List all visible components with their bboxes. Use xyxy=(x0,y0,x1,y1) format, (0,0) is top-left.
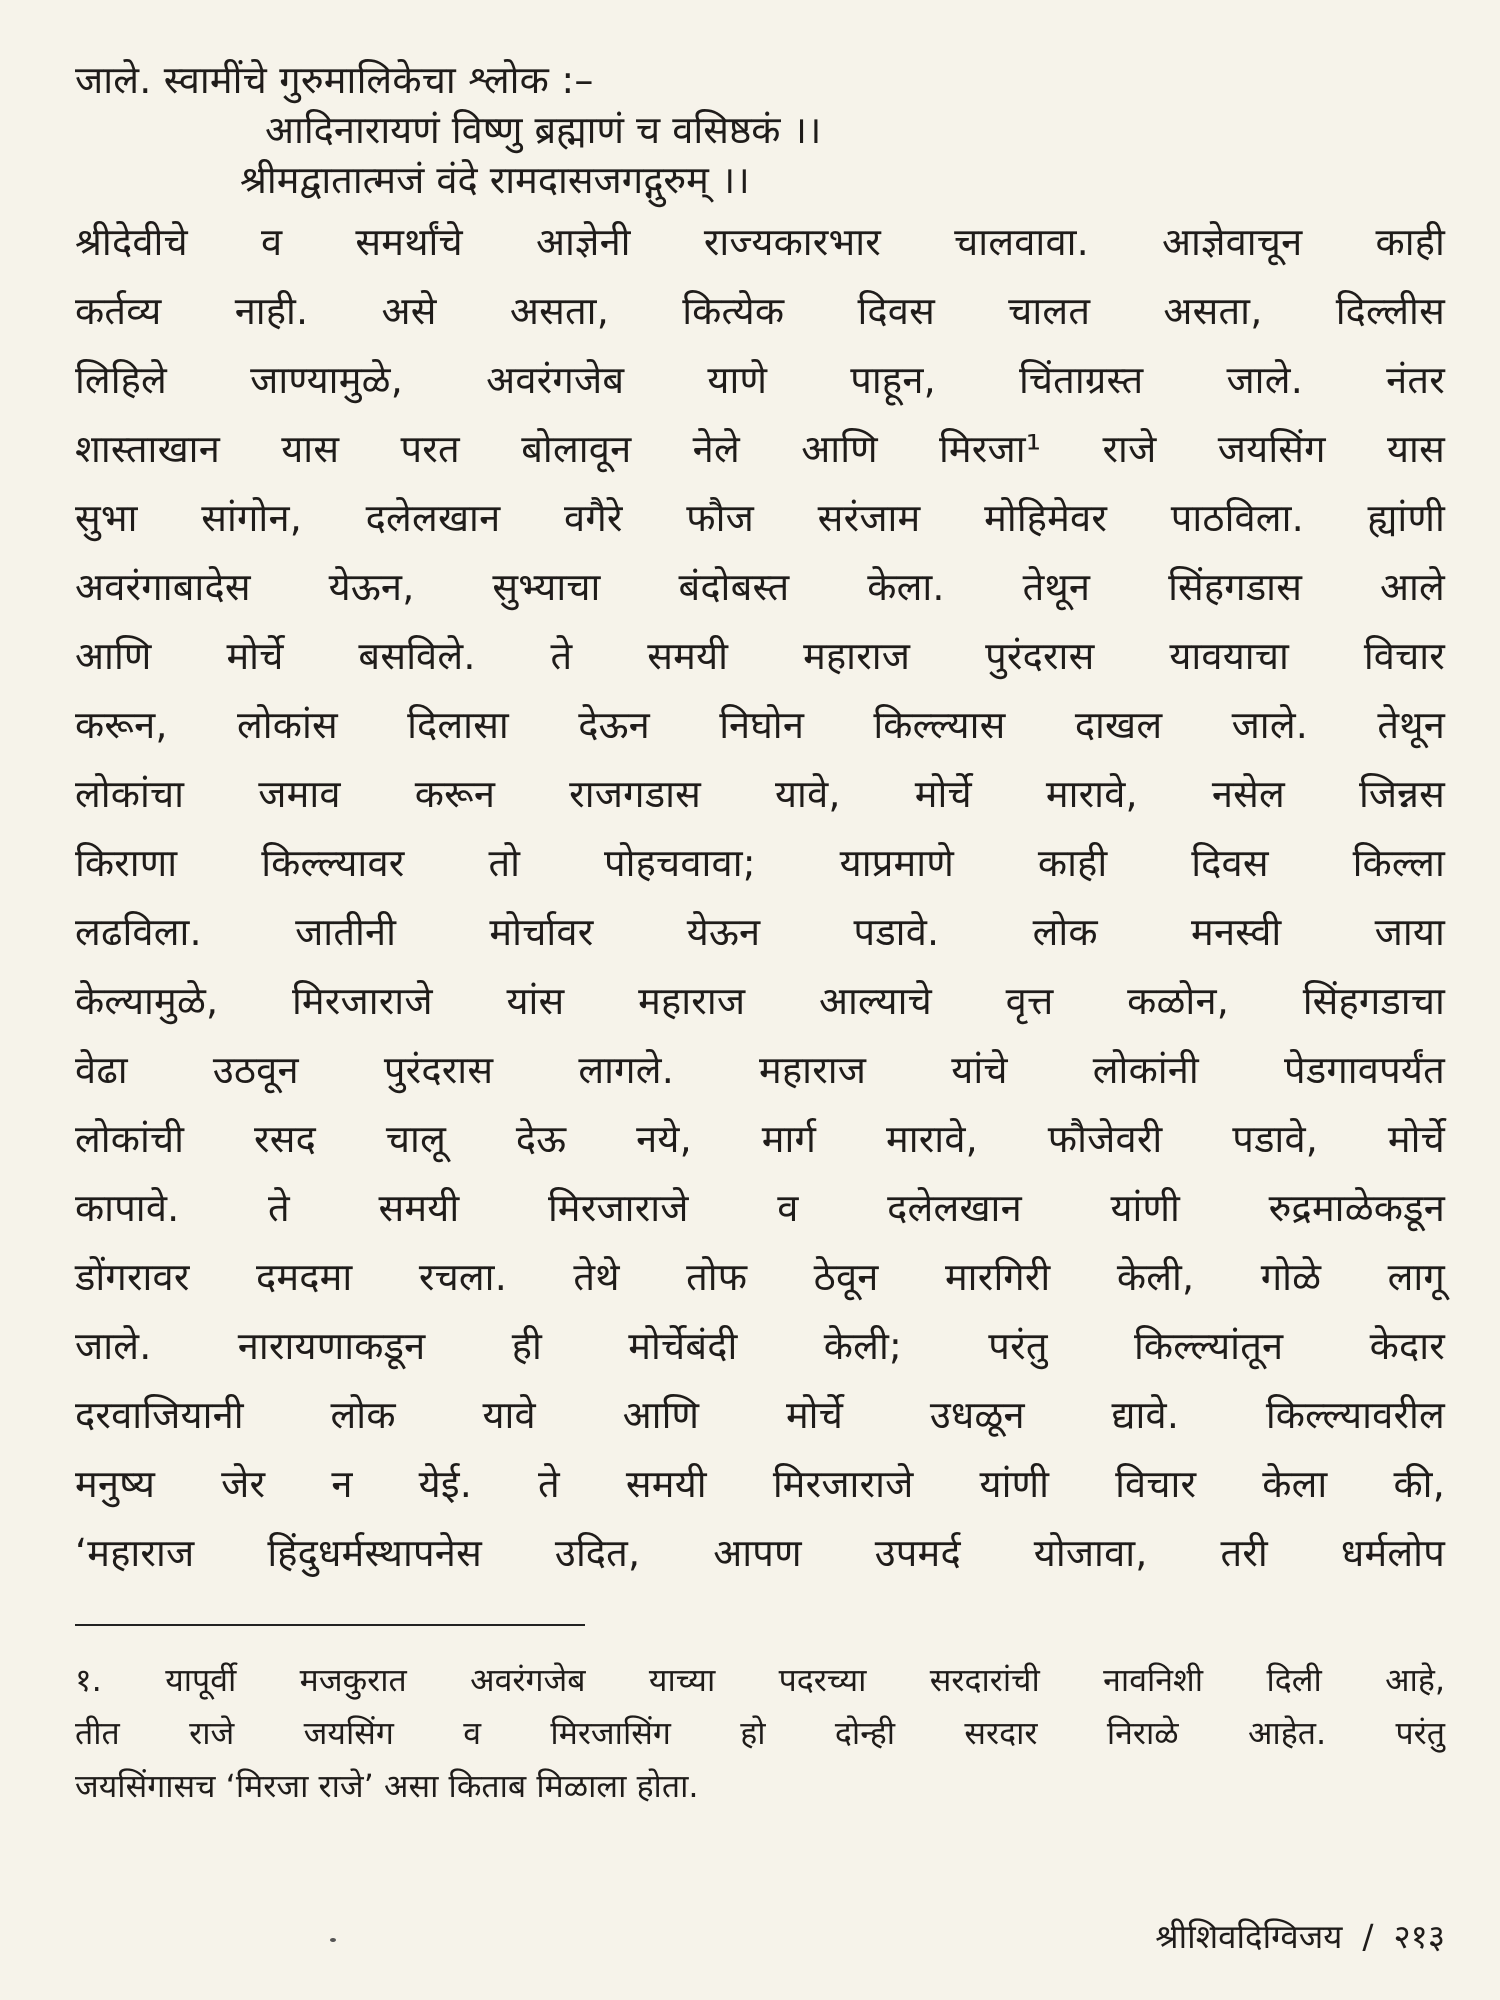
paper-speck xyxy=(330,1938,336,1942)
body-line: ‘महाराज हिंदुधर्मस्थापनेस उदित, आपण उपमर्द योजावा, तरी धर्मलोप xyxy=(75,1531,1445,1575)
body-line: डोंगरावर दमदमा रचला. तेथे तोफ ठेवून मारगिरी केली, गोळे लागू xyxy=(75,1255,1445,1299)
body-line: किराणा किल्ल्यावर तो पोहचवावा; याप्रमाणे काही दिवस किल्ला xyxy=(75,841,1445,885)
page-footer xyxy=(1155,1915,1445,1959)
footnote-line: जयसिंगासच ‘मिरजा राजे’ असा किताब मिळाला होता. xyxy=(75,1767,699,1805)
body-line: लिहिले जाण्यामुळे, अवरंगजेब याणे पाहून, चिंताग्रस्त जाले. नंतर xyxy=(75,358,1445,402)
body-line: आणि मोर्चे बसविले. ते समयी महाराज पुरंदरास यावयाचा विचार xyxy=(75,634,1445,678)
body-line: जाले. नारायणाकडून ही मोर्चेबंदी केली; परंतु किल्ल्यांतून केदार xyxy=(75,1324,1445,1368)
body-line: मनुष्य जेर न येई. ते समयी मिरजाराजे यांणी विचार केला की, xyxy=(75,1462,1445,1506)
footnote-line: तीत राजे जयसिंग व मिरजासिंग हो दोन्ही सरदार निराळे आहेत. परंतु xyxy=(75,1714,1445,1752)
body-line: शास्ताखान यास परत बोलावून नेले आणि मिरजा¹ राजे जयसिंग यास xyxy=(75,427,1445,471)
body-line: लोकांची रसद चालू देऊ नये, मार्ग मारावे, फौजेवरी पडावे, मोर्चे xyxy=(75,1117,1445,1161)
body-line: सुभा सांगोन, दलेलखान वगैरे फौज सरंजाम मोहिमेवर पाठविला. ह्यांणी xyxy=(75,496,1445,540)
body-line: कापावे. ते समयी मिरजाराजे व दलेलखान यांणी रुद्रमाळेकडून xyxy=(75,1186,1445,1230)
body-line: लोकांचा जमाव करून राजगडास यावे, मोर्चे मारावे, नसेल जिन्नस xyxy=(75,772,1445,816)
body-line: अवरंगाबादेस येऊन, सुभ्याचा बंदोबस्त केला. तेथून सिंहगडास आले xyxy=(75,565,1445,609)
body-line: श्रीदेवीचे व समर्थांचे आज्ञेनी राज्यकारभार चालवावा. आज्ञेवाचून काही xyxy=(75,220,1445,264)
body-line: लढविला. जातीनी मोर्चावर येऊन पडावे. लोक मनस्वी जाया xyxy=(75,910,1445,954)
body-line: दरवाजियानी लोक यावे आणि मोर्चे उधळून द्यावे. किल्ल्यावरील xyxy=(75,1393,1445,1437)
page-number: २१३ xyxy=(1393,1917,1445,1956)
verse-line-2: श्रीमद्वातात्मजं वंदे रामदासजगद्गुरुम् ।। xyxy=(240,158,750,202)
book-title: श्रीशिवदिग्विजय xyxy=(1155,1917,1343,1956)
body-line: करून, लोकांस दिलासा देऊन निघोन किल्ल्यास दाखल जाले. तेथून xyxy=(75,703,1445,747)
footer-separator: / xyxy=(1362,1917,1374,1956)
body-line: कर्तव्य नाही. असे असता, कित्येक दिवस चालत असता, दिल्लीस xyxy=(75,289,1445,333)
body-line: वेढा उठवून पुरंदरास लागले. महाराज यांचे लोकांनी पेडगावपर्यंत xyxy=(75,1048,1445,1092)
intro-line: जाले. स्वामींचे गुरुमालिकेचा श्लोक :– xyxy=(75,58,594,102)
footnote-line: १. यापूर्वी मजकुरात अवरंगजेब याच्या पदरच्या सरदारांची नावनिशी दिली आहे, xyxy=(75,1661,1445,1699)
verse-line-1: आदिनारायणं विष्णु ब्रह्माणं च वसिष्ठकं ।। xyxy=(265,108,822,152)
body-line: केल्यामुळे, मिरजाराजे यांस महाराज आल्याचे वृत्त कळोन, सिंहगडाचा xyxy=(75,979,1445,1023)
book-page xyxy=(75,55,1445,1955)
footnote-rule xyxy=(75,1624,585,1626)
